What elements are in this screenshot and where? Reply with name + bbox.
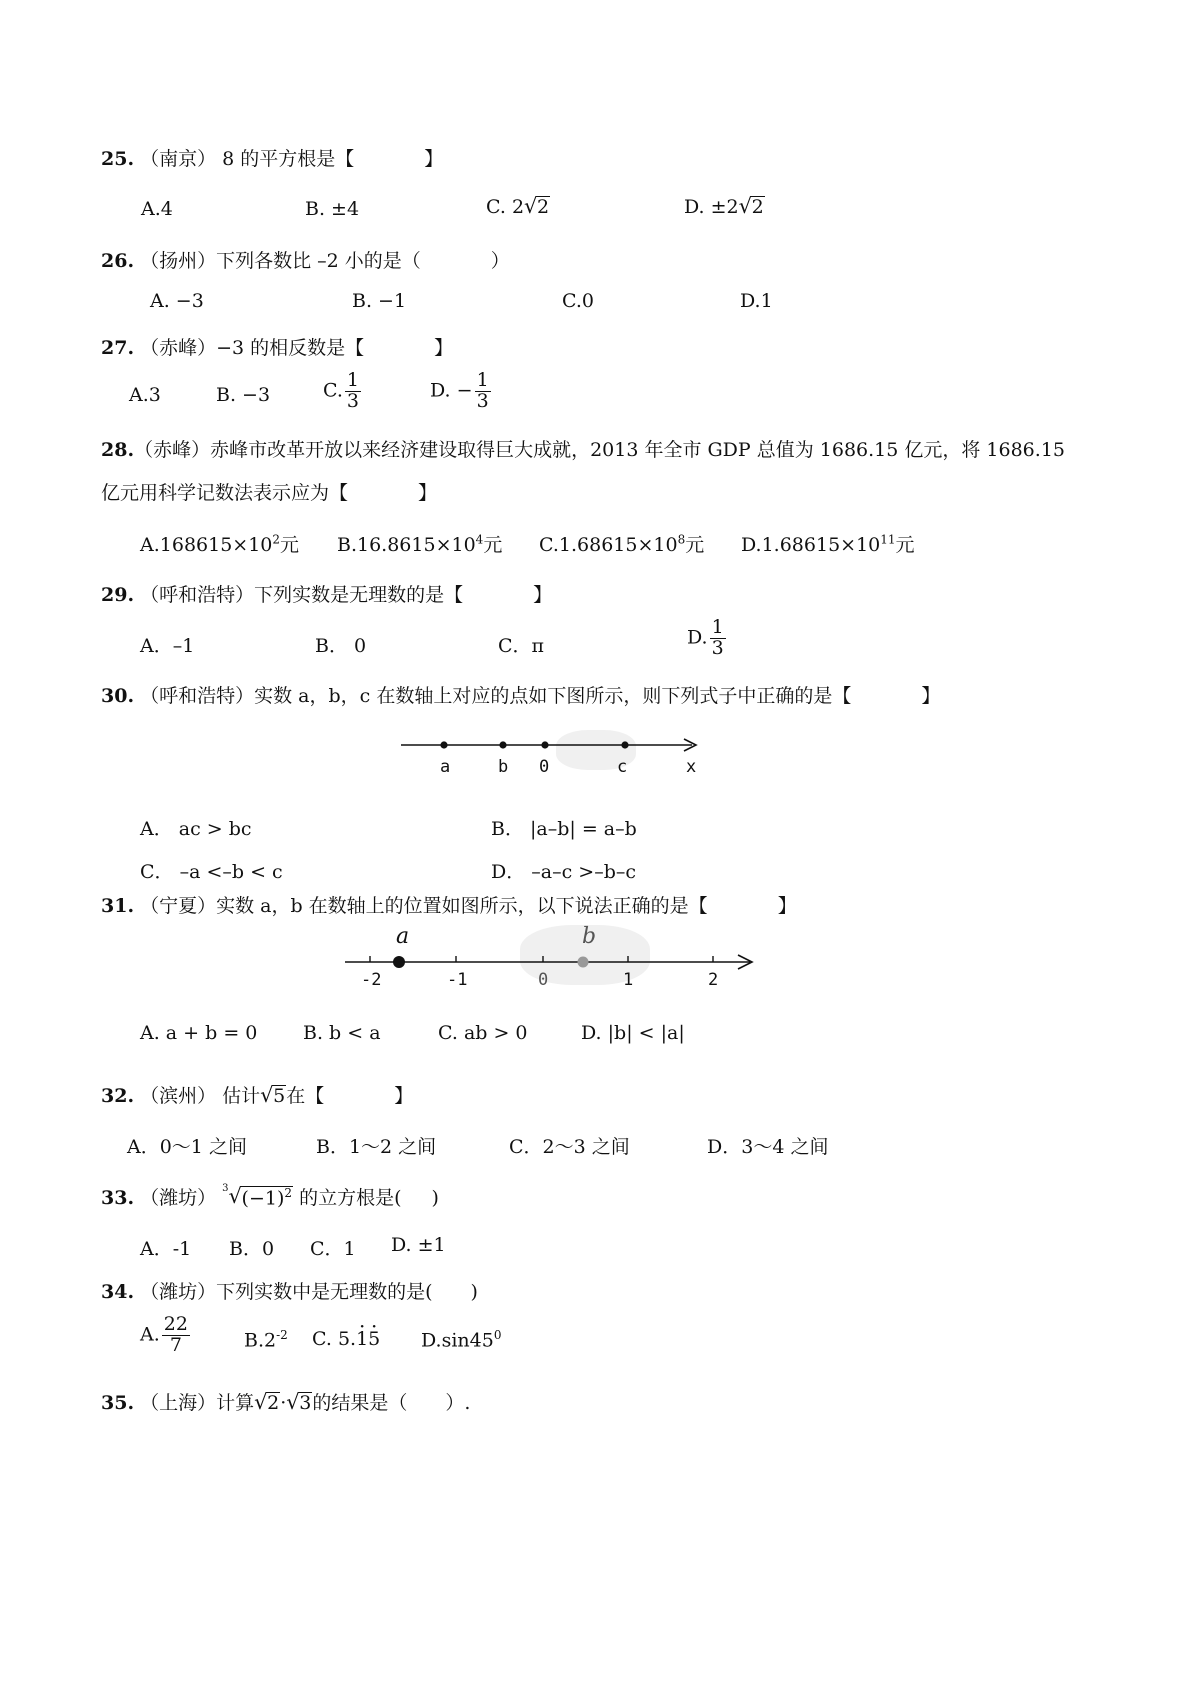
question-29 (101, 580, 552, 607)
answer-bracket-close: ) (470, 1281, 478, 1303)
fraction: $\frac{1}{3}$ (476, 369, 489, 412)
option-d: D．3～4 之间 (707, 1136, 829, 1158)
question-number: 25. (101, 148, 135, 170)
option-d: $D.1.68615\times 10^{11}$元 (741, 532, 915, 556)
option-b: $B.2^{-2}$ (244, 1328, 288, 1352)
point-a (393, 956, 405, 968)
option-b: $B.16.8615\times 10^4$元 (337, 532, 503, 556)
fraction: $\frac{1}{3}$ (711, 616, 724, 659)
option-b: B．0 (229, 1238, 275, 1260)
axis-label-zero: 0 (538, 970, 549, 990)
repeating-digit: 5 · (368, 1328, 380, 1350)
question-stem: （滨州） 估计 (140, 1085, 261, 1107)
question-number: 29. (101, 584, 135, 606)
repeating-digit: 1 · (356, 1328, 368, 1350)
option-d: D. |b| < |a| (581, 1022, 685, 1044)
option-d: D.1 (740, 290, 773, 312)
answer-bracket-close: 】 (777, 895, 797, 917)
option-a: A. $\frac{22}{7}$ (140, 1313, 188, 1356)
axis-label-1: 1 (623, 970, 634, 990)
option-c: C.0 (562, 290, 594, 312)
option-d: D. ±1 (391, 1234, 446, 1256)
question-stem: （南京） 8 的平方根是【 (140, 148, 355, 170)
question-number: 33. (101, 1187, 135, 1209)
option-c: C. $\frac{1}{3}$ (323, 369, 359, 412)
point-label-b: b (582, 924, 597, 949)
question-number: 34. (101, 1281, 135, 1303)
option-a: A. a + b = 0 (140, 1022, 258, 1044)
question-stem-line-1: （赤峰）赤峰市改革开放以来经济建设取得巨大成就，2013 年全市 GDP 总值为 1686.15 亿元，将 1686.15 (134, 439, 1065, 461)
question-number: 30. (101, 685, 135, 707)
axis-label-zero: 0 (539, 757, 550, 777)
question-27 (101, 333, 453, 360)
question-number: 32. (101, 1085, 135, 1107)
sqrt-symbol: √ 2 (740, 196, 765, 218)
option-b: B． |a–b| = a–b (491, 818, 637, 840)
question-stem: （扬州）下列各数比 –2 小的是（ (140, 250, 421, 272)
question-32: 32. （滨州） 估计√ 5在【 】 (101, 1081, 413, 1108)
sqrt-symbol: √ 3 (287, 1392, 312, 1414)
option-a: A.3 (129, 384, 161, 406)
option-b: B. b < a (303, 1022, 381, 1044)
option-c: C． –a <–b < c (140, 861, 283, 883)
option-c: C. ab > 0 (438, 1022, 528, 1044)
answer-bracket-close: ) (431, 1187, 439, 1209)
question-stem: （上海）计算 (140, 1392, 255, 1414)
point-b (499, 741, 506, 748)
question-number: 35. (101, 1392, 135, 1414)
point-c (621, 741, 628, 748)
question-35: 35. （上海）计算√ 2·√ 3的结果是（ ）. (101, 1388, 470, 1415)
option-b: B．1～2 之间 (316, 1136, 437, 1158)
question-number: 26. (101, 250, 135, 272)
point-b (578, 957, 589, 968)
point-a (440, 741, 447, 748)
sqrt-symbol: √ 5 (261, 1085, 286, 1107)
question-30 (101, 681, 940, 708)
question-26 (101, 246, 510, 273)
option-a: A．0～1 之间 (127, 1136, 247, 1158)
option-a: A． ac > bc (140, 818, 252, 840)
option-c: C．π (498, 635, 545, 657)
fraction: $\frac{22}{7}$ (163, 1313, 188, 1356)
answer-bracket-close: 】 (434, 337, 454, 359)
axis-label-a: a (440, 757, 451, 777)
answer-bracket-close: 】 (424, 148, 444, 170)
question-stem: （潍坊）下列实数中是无理数的是( (140, 1281, 433, 1303)
option-c: C．2～3 之间 (509, 1136, 630, 1158)
answer-bracket-close: 】 (921, 685, 941, 707)
question-stem-prefix: （潍坊） (140, 1187, 217, 1209)
point-zero (541, 741, 548, 748)
question-25 (101, 144, 443, 171)
sqrt-symbol: √ 2 (255, 1392, 280, 1414)
option-a: A.4 (141, 198, 173, 220)
question-28 (101, 435, 1065, 462)
axis-label-x: x (686, 757, 697, 777)
option-d: $D.\sin 45^0$ (421, 1328, 502, 1352)
axis-label-minus-1: -1 (447, 970, 468, 990)
option-d: D. $\frac{1}{3}$ (687, 616, 724, 659)
option-b: B. −1 (352, 290, 407, 312)
option-a: A．-1 (140, 1238, 192, 1260)
option-c: $C.1.68615\times 10^8$元 (539, 532, 705, 556)
answer-bracket-close: ） (490, 250, 510, 272)
point-label-a: a (396, 924, 410, 949)
question-number: 27. (101, 337, 135, 359)
option-c: C. 5.1 ·5 · (312, 1328, 380, 1350)
axis-label-minus-2: -2 (361, 970, 382, 990)
cube-root-symbol: √ $(-1)^2$ (230, 1186, 293, 1209)
sqrt-symbol: √ 2 (525, 196, 550, 218)
answer-bracket-close: ）. (445, 1392, 471, 1414)
option-b: B. ±4 (305, 198, 360, 220)
question-number: 28. (101, 439, 135, 461)
question-stem: （宁夏）实数 a，b 在数轴上的位置如图所示，以下说法正确的是【 (140, 895, 708, 917)
axis-label-b: b (498, 757, 509, 777)
axis-label-2: 2 (708, 970, 719, 990)
question-stem: （呼和浩特）实数 a，b，c 在数轴上对应的点如下图所示，则下列式子中正确的是【 (140, 685, 852, 707)
option-d: D. − $\frac{1}{3}$ (430, 369, 489, 412)
question-33: 33. （潍坊） $^3$√ $(-1)^2$ 的立方根是( ) (101, 1183, 439, 1210)
answer-bracket-close: 】 (418, 482, 438, 504)
option-d: D． –a–c >–b–c (491, 861, 637, 883)
question-number: 31. (101, 895, 135, 917)
option-a: A. −3 (150, 290, 204, 312)
axis-label-c: c (617, 757, 628, 777)
option-d: D. ±2√ 2 (684, 196, 765, 218)
question-stem: （赤峰）−3 的相反数是【 (140, 337, 365, 359)
number-line-ab (340, 948, 760, 978)
fraction: $\frac{1}{3}$ (346, 369, 359, 412)
option-c: C．1 (310, 1238, 356, 1260)
root-index: 3 (222, 1182, 229, 1194)
question-34 (101, 1277, 478, 1304)
option-a: $A.168615\times 10^2$元 (140, 532, 300, 556)
option-c: C. 2√ 2 (486, 196, 550, 218)
option-b: B． 0 (315, 635, 367, 657)
question-stem: （呼和浩特）下列实数是无理数的是【 (140, 584, 464, 606)
option-b: B. −3 (216, 384, 271, 406)
option-a: A．–1 (140, 635, 195, 657)
answer-bracket-close: 】 (533, 584, 553, 606)
question-28-line-2: 亿元用科学记数法表示应为【 】 (101, 482, 438, 504)
answer-bracket-close: 】 (394, 1085, 414, 1107)
question-31 (101, 891, 797, 918)
